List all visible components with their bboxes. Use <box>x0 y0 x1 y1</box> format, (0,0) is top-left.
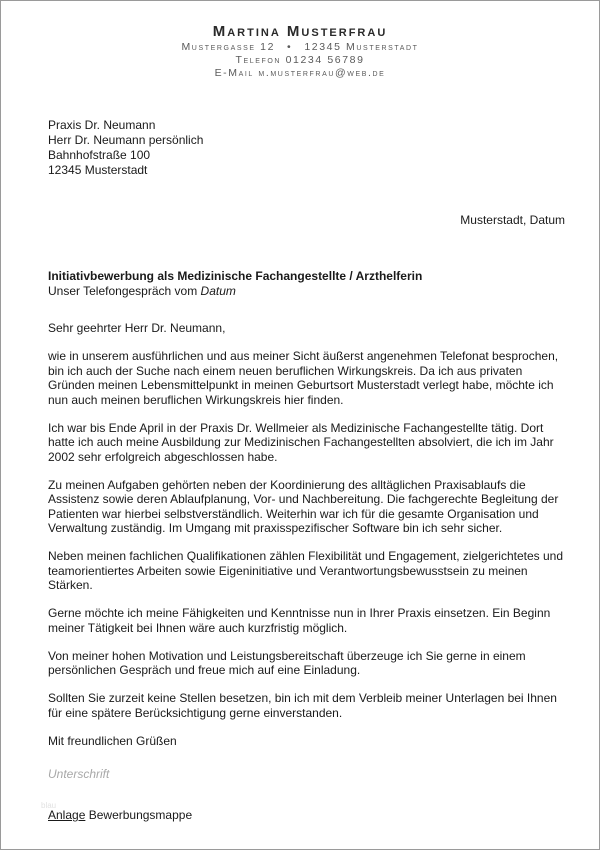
subject-reference <box>48 284 422 299</box>
subject-title: Initiativbewerbung als Medizinische Fachangestellte / Arzthelferin <box>48 269 423 283</box>
sender-address <box>1 41 599 54</box>
enclosure-item: Bewerbungsmappe <box>88 808 193 822</box>
recipient-address <box>48 118 203 178</box>
enclosure <box>48 808 192 823</box>
body-paragraph: Zu meinen Aufgaben gehörten neben der Koordinierung des alltäglichen Praxisablaufs die Assistenz sowie deren Ablaufplanung, Vor- und Nachbereitung. Die fachgerechte Begleitung der Patienten war hierbei selbstverständlich. Weiterhin war ich für die gesamte Organisation und Verwaltung zuständig. Im Umgang mit praxisspezifischer Software bin ich sehr sicher. <box>48 477 559 535</box>
address-separator: • <box>287 41 293 53</box>
body-paragraph: Ich war bis Ende April in der Praxis Dr. Wellmeier als Medizinische Fachangestellte tätig. Dort hatte ich auch meine Ausbildung zur Medizinischen Fachangestellten absolviert, die ich im Jahr 2002 sehr erfolgreich abgeschlossen habe. <box>48 420 554 464</box>
enclosure-label: Anlage <box>48 808 86 822</box>
salutation: Sehr geehrter Herr Dr. Neumann, <box>48 321 226 335</box>
sender-street: Mustergasse 12 <box>181 41 276 53</box>
place-date: Musterstadt, Datum <box>460 213 565 227</box>
body-paragraph: Gerne möchte ich meine Fähigkeiten und Kenntnisse nun in Ihrer Praxis einsetzen. Ein Beginn meiner Tätigkeit bei Ihnen wäre auch kurzfristig möglich. <box>48 606 551 635</box>
reference-date: Datum <box>200 283 236 298</box>
letter-body <box>48 321 568 762</box>
recipient-line: Herr Dr. Neumann persönlich <box>48 133 204 147</box>
closing: Mit freundlichen Grüßen <box>48 733 177 748</box>
sender-email: E-Mail m.musterfrau@web.de <box>214 67 386 79</box>
letterhead <box>1 23 599 80</box>
sender-name: Martina Musterfrau <box>212 23 388 40</box>
sender-city: 12345 Musterstadt <box>304 41 419 53</box>
signature-placeholder: Unterschrift <box>48 767 110 781</box>
body-paragraph: Von meiner hohen Motivation und Leistungsbereitschaft überzeuge ich Sie gerne in einem persönlichen Gespräch und freue mich auf eine Einladung. <box>48 648 526 677</box>
sender-phone: Telefon 01234 56789 <box>235 54 365 66</box>
body-paragraph: Sollten Sie zurzeit keine Stellen besetzen, bin ich mit dem Verbleib meiner Unterlagen bei Ihnen für eine spätere Berücksichtigung gerne einverstanden. <box>48 691 557 720</box>
recipient-line: Bahnhofstraße 100 <box>48 148 151 162</box>
recipient-line: 12345 Musterstadt <box>48 163 148 177</box>
body-paragraph: wie in unserem ausführlichen und aus meiner Sicht äußerst angenehmen Telefonat besprochen, bin ich auch der Suche nach einem neuen beruflichen Wirkungskreis. Da ich aus privaten Gründen meinen Lebensmittelpunkt in meinen Geburtsort Musterstadt verlegt habe, möchte ich nun auch meinen beruflichen Wirkungskreis hier finden. <box>48 349 559 407</box>
body-paragraph: Neben meinen fachlichen Qualifikationen zählen Flexibilität und Engagement, zielgerichtetes und teamorientiertes Arbeiten sowie Eigeninitiative und Verantwortungsbewusstsein zu meinen Stärken. <box>48 549 563 592</box>
subject-block <box>48 269 422 298</box>
reference-prefix: Unser Telefongespräch vom <box>48 283 201 298</box>
faint-mark: blau <box>41 801 57 810</box>
recipient-line: Praxis Dr. Neumann <box>48 118 156 132</box>
